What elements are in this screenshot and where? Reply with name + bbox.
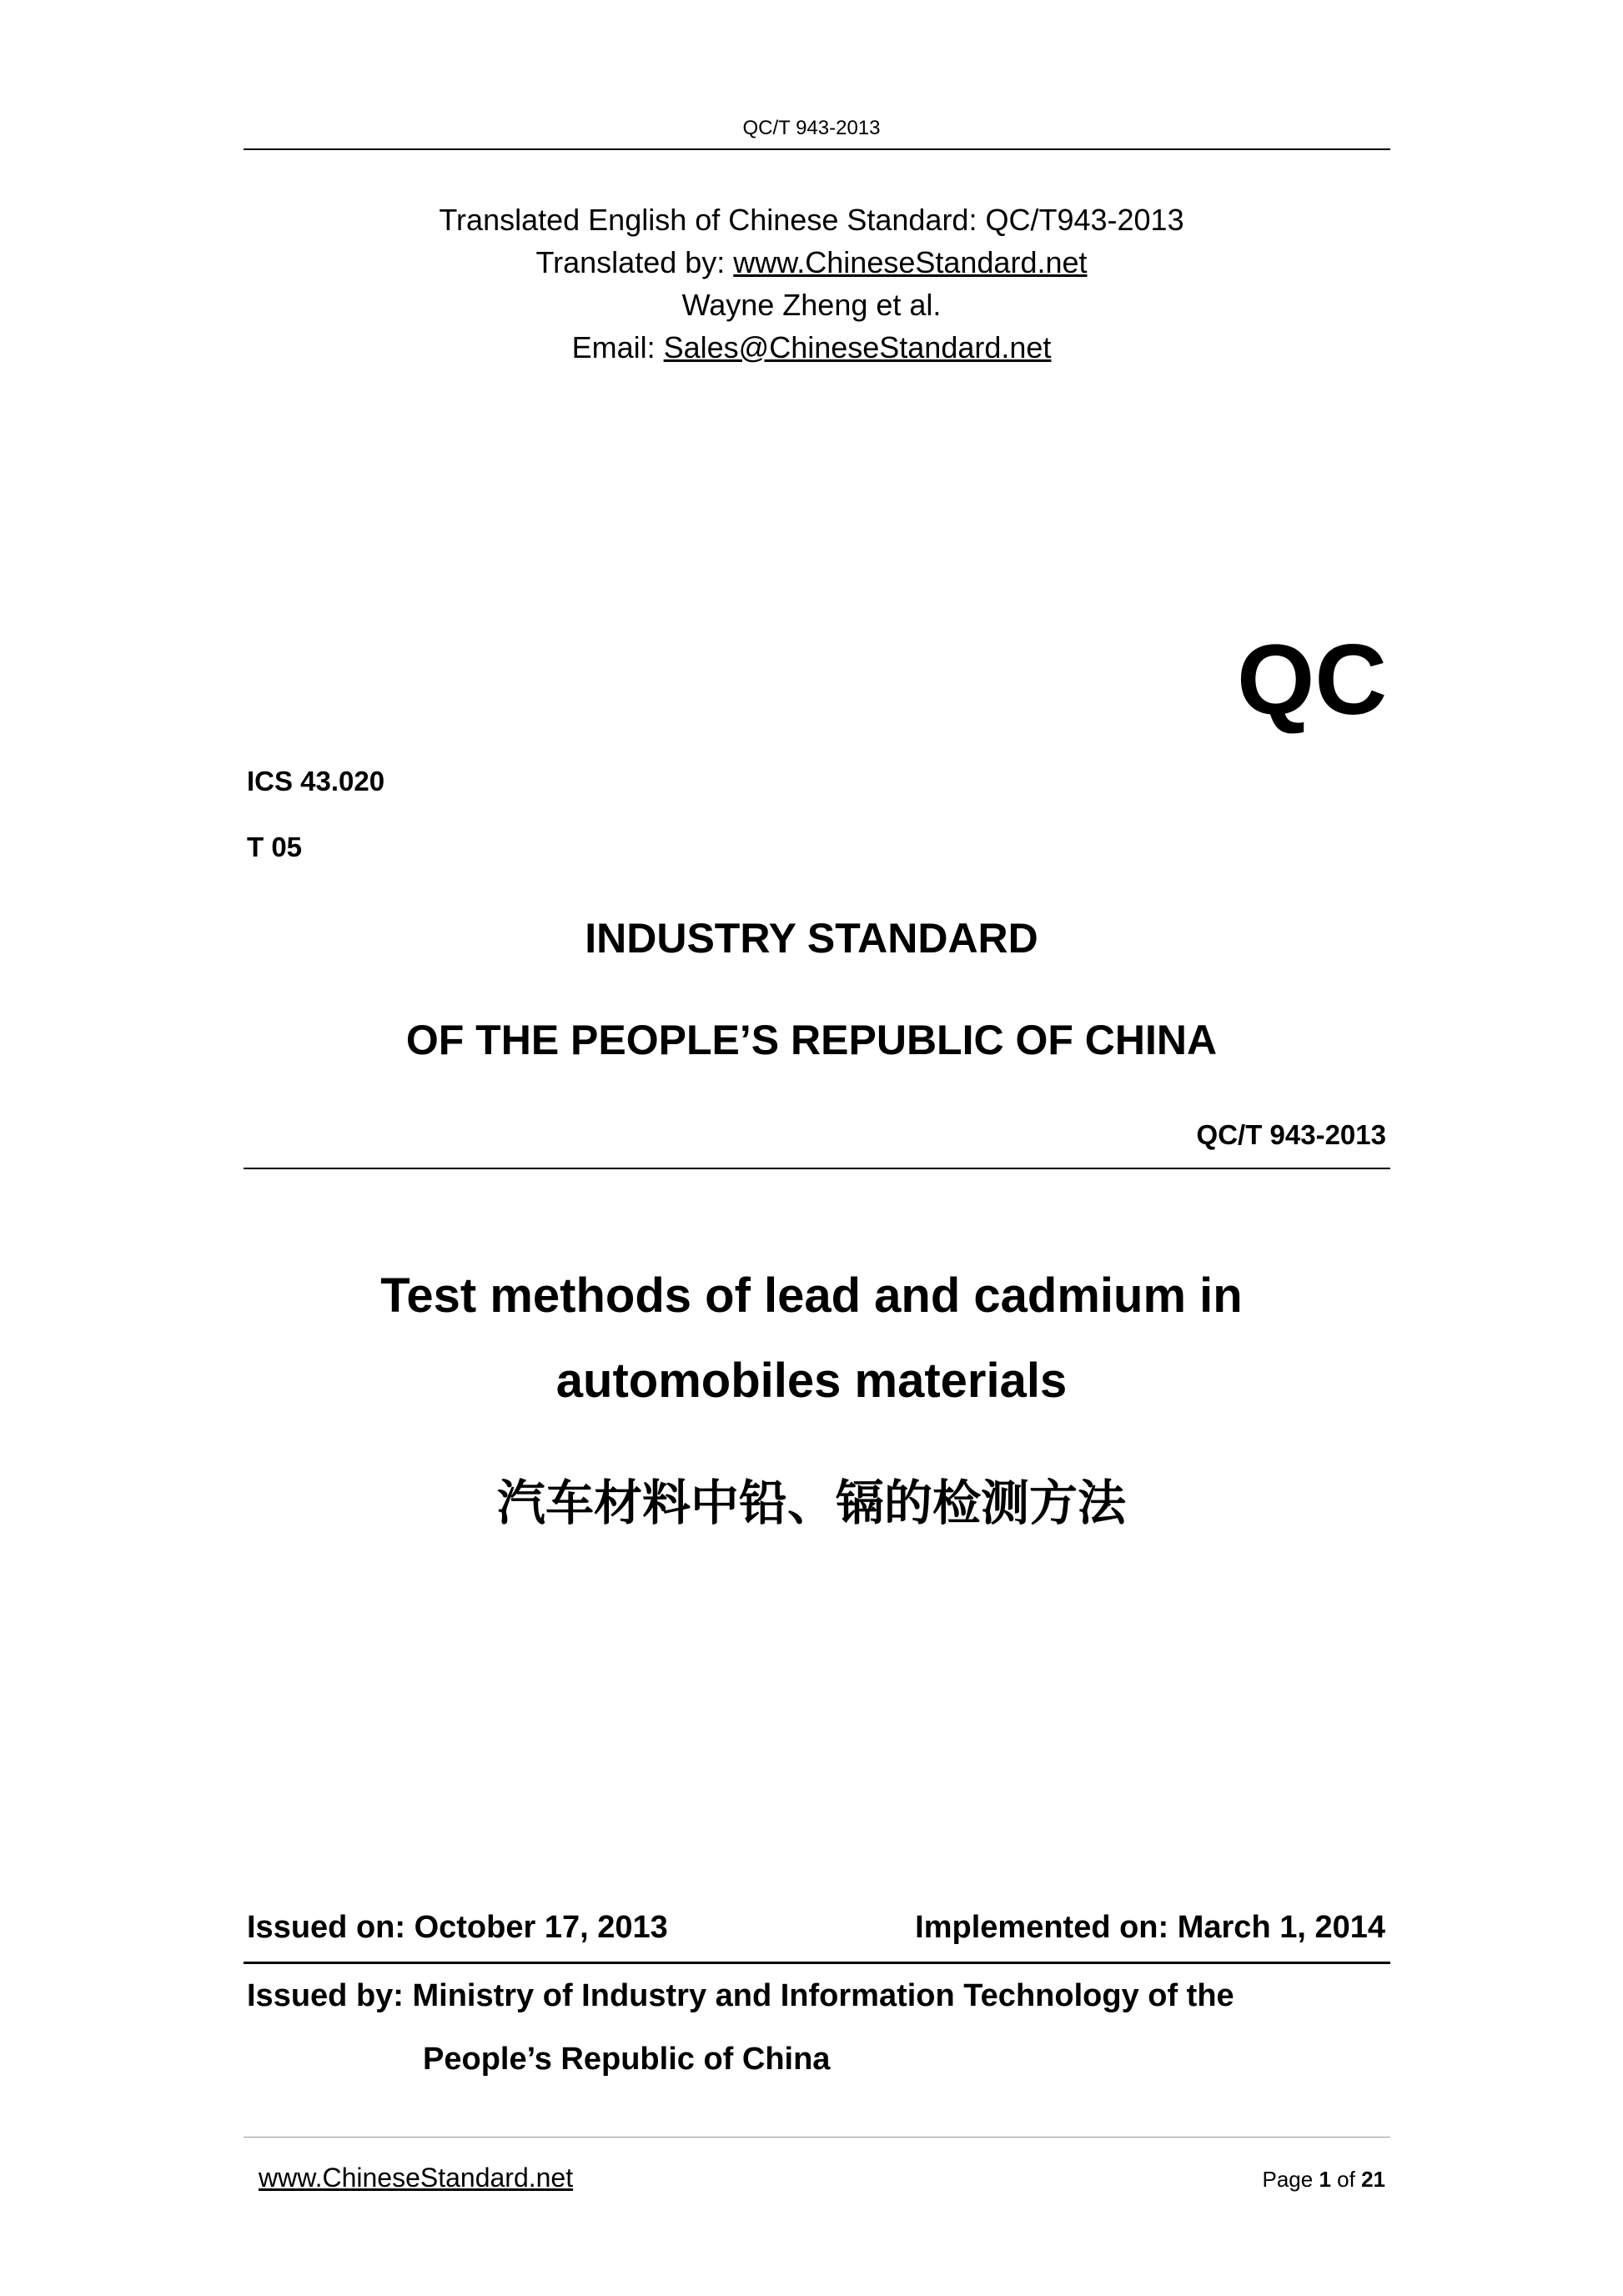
- implemented-on: Implemented on: March 1, 2014: [915, 1910, 1385, 1945]
- issued-by: Issued by: Ministry of Industry and Information Technology of the: [247, 1978, 1234, 2013]
- email-label: Email:: [571, 330, 664, 364]
- standard-number-rule: [244, 1168, 1390, 1169]
- heading-line-2: OF THE PEOPLE’S REPUBLIC OF CHINA: [405, 1017, 1218, 1063]
- translator-website-link[interactable]: www.ChineseStandard.net: [733, 245, 1088, 279]
- standard-number: QC/T 943-2013: [1196, 1119, 1386, 1150]
- header-rule: [244, 148, 1390, 150]
- translated-by-line: [0, 245, 1623, 280]
- classification-code: T 05: [247, 831, 303, 862]
- issued-on: Issued on: October 17, 2013: [247, 1910, 668, 1945]
- page-current: 1: [1319, 2167, 1331, 2192]
- running-header: QC/T 943-2013: [742, 117, 881, 139]
- footer-rule: [244, 2137, 1390, 2138]
- issue-rule: [244, 1962, 1390, 1964]
- standard-mark: QC: [1237, 624, 1387, 736]
- heading-line-1: INDUSTRY STANDARD: [585, 915, 1038, 962]
- footer-website-link[interactable]: www.ChineseStandard.net: [259, 2163, 574, 2193]
- page-number: [1262, 2167, 1385, 2193]
- title-english-line-1: Test methods of lead and cadmium in: [380, 1269, 1243, 1323]
- page-label: Page: [1262, 2167, 1314, 2192]
- translated-by-label: Translated by:: [535, 245, 734, 279]
- translation-line: Translated English of Chinese Standard: QC/T943-2013: [439, 203, 1184, 237]
- ics-code: ICS 43.020: [247, 766, 385, 796]
- title-chinese: 汽车材料中铅、镉的检测方法: [496, 1475, 1126, 1531]
- page-total: 21: [1361, 2167, 1385, 2192]
- email-link[interactable]: Sales@ChineseStandard.net: [663, 330, 1052, 364]
- title-english-line-2: automobiles materials: [555, 1354, 1068, 1408]
- page-of: of: [1337, 2167, 1355, 2192]
- translator-name: Wayne Zheng et al.: [681, 288, 942, 322]
- issued-by-continuation: People’s Republic of China: [423, 2042, 831, 2077]
- email-line: [0, 330, 1623, 365]
